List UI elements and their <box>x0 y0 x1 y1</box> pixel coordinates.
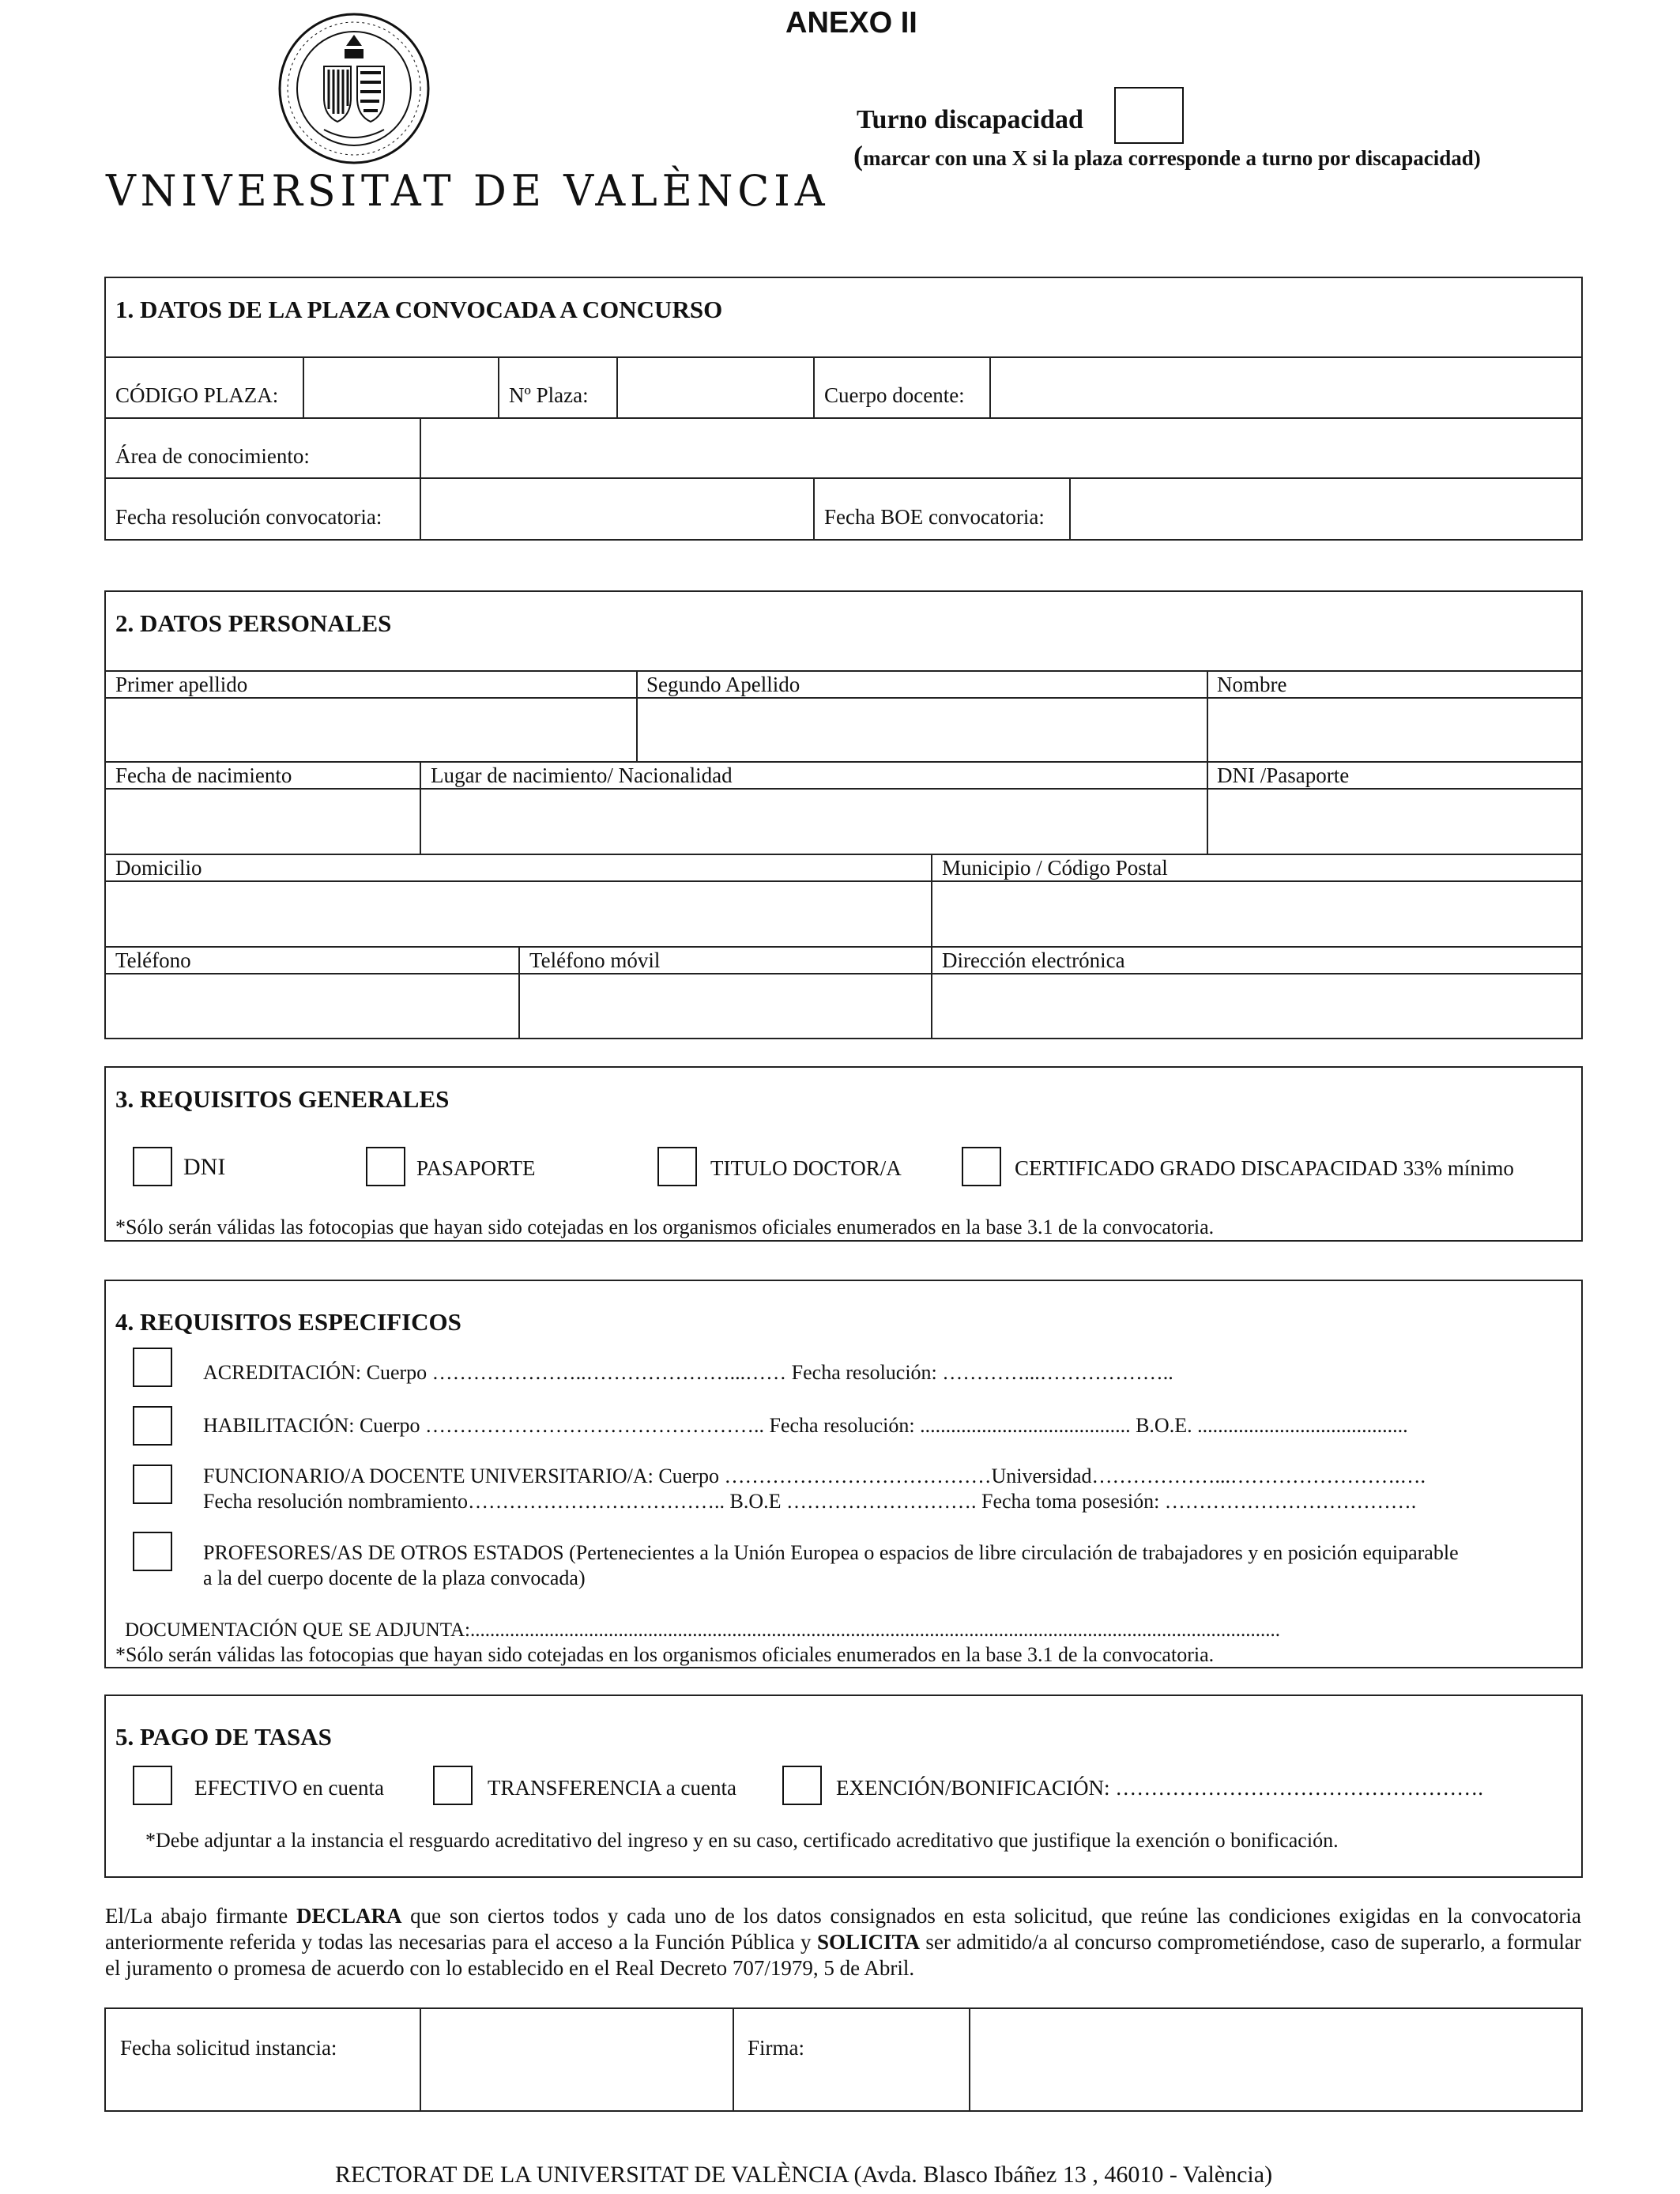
habilitacion-line: HABILITACIÓN: Cuerpo ………………………………………….. Fecha resolución: ......................................... B.O.E. ......................................... <box>203 1414 1408 1437</box>
section-3-title: 3. REQUISITOS GENERALES <box>115 1085 450 1113</box>
fecha-resolucion-field[interactable] <box>421 479 812 539</box>
lugar-nacimiento-field[interactable] <box>421 790 1206 853</box>
transferencia-checkbox[interactable] <box>433 1766 473 1805</box>
efectivo-checkbox[interactable] <box>133 1766 172 1805</box>
profesores-line-1: PROFESORES/AS DE OTROS ESTADOS (Pertenecientes a la Unión Europea o espacios de libre circulación de trabajadores y en posición equiparable <box>203 1541 1459 1564</box>
pasaporte-label: PASAPORTE <box>416 1156 536 1180</box>
dni-pasaporte-label: DNI /Pasaporte <box>1217 763 1350 787</box>
codigo-plaza-label: CÓDIGO PLAZA: <box>115 383 279 407</box>
section-4-note: *Sólo serán válidas las fotocopias que hayan sido cotejadas en los organismos oficiales enumerados en la base 3.1 de la convocatoria. <box>115 1643 1215 1666</box>
declara-keyword: DECLARA <box>296 1904 402 1928</box>
section-5-note: *Debe adjuntar a la instancia el resguardo acreditativo del ingreso y en su caso, certificado acreditativo que justifique la exención o bonificación. <box>145 1829 1339 1852</box>
documentacion-adjunta[interactable]: DOCUMENTACIÓN QUE SE ADJUNTA:.................................................................................................................................................................... <box>125 1619 1280 1641</box>
domicilio-label: Domicilio <box>115 856 202 880</box>
section-5-title: 5. PAGO DE TASAS <box>115 1723 332 1751</box>
acreditacion-checkbox[interactable] <box>133 1348 172 1387</box>
turno-note <box>853 139 1481 172</box>
segundo-apellido-label: Segundo Apellido <box>646 673 800 696</box>
municipio-field[interactable] <box>932 882 1581 945</box>
turno-discapacidad-label: Turno discapacidad <box>857 105 1083 134</box>
exencion-label: EXENCIÓN/BONIFICACIÓN: ……………………………………………. <box>836 1776 1483 1800</box>
codigo-plaza-field[interactable] <box>304 358 497 417</box>
titulo-doctor-checkbox[interactable] <box>657 1147 697 1186</box>
declaration-part-2: que son ciertos todos y cada uno de los datos consignados en esta solicitud, que reúne las condiciones exigidas en la convocatoria anteriormente referida y todas las necesarias para el acceso a la Función Pública y <box>105 1904 1581 1954</box>
segundo-apellido-field[interactable] <box>638 699 1206 760</box>
turno-note-paren: ( <box>853 140 863 172</box>
email-field[interactable] <box>932 974 1581 1038</box>
domicilio-field[interactable] <box>106 882 930 945</box>
primer-apellido-label: Primer apellido <box>115 673 248 696</box>
municipio-label: Municipio / Código Postal <box>942 856 1168 880</box>
numero-plaza-label: Nº Plaza: <box>509 383 589 407</box>
section-1-title: 1. DATOS DE LA PLAZA CONVOCADA A CONCURSO <box>115 296 723 323</box>
university-logo-text: VNIVERSITAT DE VALÈNCIA <box>106 166 830 216</box>
section-2-title: 2. DATOS PERSONALES <box>115 609 392 637</box>
transferencia-label: TRANSFERENCIA a cuenta <box>488 1776 736 1800</box>
fecha-boe-label: Fecha BOE convocatoria: <box>824 505 1045 529</box>
dni-checkbox[interactable] <box>133 1147 172 1186</box>
nombre-field[interactable] <box>1208 699 1581 760</box>
telefono-movil-field[interactable] <box>520 974 930 1038</box>
funcionario-checkbox[interactable] <box>133 1465 172 1504</box>
efectivo-label: EFECTIVO en cuenta <box>194 1776 384 1800</box>
titulo-doctor-label: TITULO DOCTOR/A <box>710 1156 902 1180</box>
cuerpo-docente-field[interactable] <box>991 358 1581 417</box>
certificado-discapacidad-label: CERTIFICADO GRADO DISCAPACIDAD 33% mínimo <box>1015 1156 1514 1180</box>
dni-pasaporte-field[interactable] <box>1208 790 1581 853</box>
section-4-title: 4. REQUISITOS ESPECIFICOS <box>115 1308 461 1336</box>
telefono-label: Teléfono <box>115 948 191 972</box>
primer-apellido-field[interactable] <box>106 699 635 760</box>
telefono-movil-label: Teléfono móvil <box>529 948 661 972</box>
fecha-solicitud-label: Fecha solicitud instancia: <box>120 2036 337 2060</box>
fecha-resolucion-label: Fecha resolución convocatoria: <box>115 505 382 529</box>
cuerpo-docente-label: Cuerpo docente: <box>824 383 965 407</box>
email-label: Dirección electrónica <box>942 948 1125 972</box>
university-seal <box>277 11 431 166</box>
area-conocimiento-label: Área de conocimiento: <box>115 444 310 468</box>
certificado-discapacidad-checkbox[interactable] <box>962 1147 1001 1186</box>
annex-title: ANEXO II <box>785 6 917 40</box>
declaration-paragraph <box>105 1903 1581 1981</box>
turno-discapacidad-checkbox[interactable] <box>1114 87 1184 144</box>
dni-label: DNI <box>183 1154 226 1180</box>
pasaporte-checkbox[interactable] <box>366 1147 405 1186</box>
declaration-part-1: El/La abajo firmante <box>105 1904 296 1928</box>
nombre-label: Nombre <box>1217 673 1287 696</box>
profesores-line-2: a la del cuerpo docente de la plaza convocada) <box>203 1566 586 1589</box>
solicita-keyword: SOLICITA <box>816 1930 920 1954</box>
fecha-nacimiento-label: Fecha de nacimiento <box>115 763 292 787</box>
area-conocimiento-field[interactable] <box>421 419 1581 477</box>
exencion-checkbox[interactable] <box>782 1766 822 1805</box>
telefono-field[interactable] <box>106 974 518 1038</box>
firma-field[interactable] <box>970 2009 1581 2110</box>
section-3-note: *Sólo serán válidas las fotocopias que hayan sido cotejadas en los organismos oficiales enumerados en la base 3.1 de la convocatoria. <box>115 1216 1215 1238</box>
habilitacion-checkbox[interactable] <box>133 1406 172 1446</box>
lugar-nacimiento-label: Lugar de nacimiento/ Nacionalidad <box>431 763 733 787</box>
numero-plaza-field[interactable] <box>618 358 812 417</box>
fecha-boe-field[interactable] <box>1071 479 1581 539</box>
turno-note-text: marcar con una X si la plaza corresponde a turno por discapacidad) <box>863 146 1481 170</box>
acreditacion-line: ACREDITACIÓN: Cuerpo …………………..…………………...…… Fecha resolución: …………...……………….. <box>203 1361 1173 1384</box>
fecha-nacimiento-field[interactable] <box>106 790 419 853</box>
profesores-otros-estados-checkbox[interactable] <box>133 1532 172 1571</box>
declaration-part-3: ser admitido/a al concurso comprometiéndose, caso de superarlo, a formular el juramento o promesa de acuerdo con lo establecido en el Real Decreto 707/1979, 5 de Abril. <box>105 1930 1581 1980</box>
funcionario-line-2: Fecha resolución nombramiento……………………………….. B.O.E ………………………. Fecha toma posesión: ………………………………. <box>203 1490 1417 1513</box>
fecha-solicitud-field[interactable] <box>421 2009 732 2110</box>
footer-address: RECTORAT DE LA UNIVERSITAT DE VALÈNCIA (Avda. Blasco Ibáñez 13 , 46010 - València) <box>335 2162 1273 2188</box>
funcionario-line-1: FUNCIONARIO/A DOCENTE UNIVERSITARIO/A: Cuerpo …………………………………Universidad………………...…………………….…. <box>203 1465 1426 1487</box>
firma-label: Firma: <box>748 2036 804 2060</box>
